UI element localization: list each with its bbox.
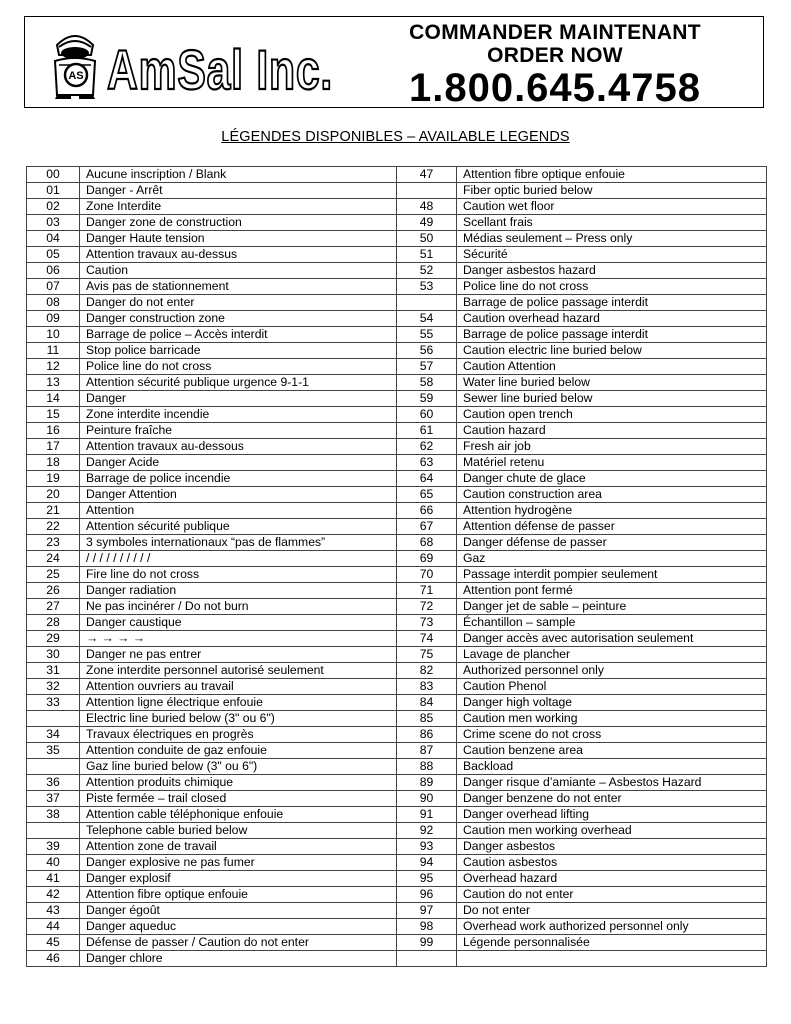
legend-code: 63: [397, 455, 457, 471]
legend-label: Zone interdite incendie: [80, 407, 397, 423]
legend-label: Danger explosive ne pas fumer: [80, 855, 397, 871]
legend-label: Caution Phenol: [457, 679, 767, 695]
legend-code: [397, 951, 457, 967]
legend-label: Crime scene do not cross: [457, 727, 767, 743]
legend-label: Attention fibre optique enfouie: [80, 887, 397, 903]
legend-label: Overhead hazard: [457, 871, 767, 887]
legend-code: 58: [397, 375, 457, 391]
legend-code: 45: [27, 935, 80, 951]
legend-code: 30: [27, 647, 80, 663]
legend-label: Danger risque d’amiante – Asbestos Hazard: [457, 775, 767, 791]
table-row: [27, 631, 767, 647]
phone-number[interactable]: 1.800.645.4758: [408, 66, 702, 110]
legend-code: 11: [27, 343, 80, 359]
legend-code: 72: [397, 599, 457, 615]
legend-code: 08: [27, 295, 80, 311]
legend-label: Caution asbestos: [457, 855, 767, 871]
legend-label: Danger: [80, 391, 397, 407]
legend-label: Médias seulement – Press only: [457, 231, 767, 247]
logo-monogram: AS: [68, 70, 84, 82]
legend-label: Police line do not cross: [80, 359, 397, 375]
table-row: [27, 455, 767, 471]
legend-label: Échantillon – sample: [457, 615, 767, 631]
legend-code: 64: [397, 471, 457, 487]
legend-label: Danger Haute tension: [80, 231, 397, 247]
table-row: [27, 263, 767, 279]
legend-code: 16: [27, 423, 80, 439]
table-row: [27, 823, 767, 839]
legend-code: 98: [397, 919, 457, 935]
legend-label: Attention: [80, 503, 397, 519]
table-row: [27, 727, 767, 743]
legend-code: 87: [397, 743, 457, 759]
table-row: [27, 935, 767, 951]
legend-code: 02: [27, 199, 80, 215]
legend-code: 33: [27, 695, 80, 711]
legend-label: Danger défense de passer: [457, 535, 767, 551]
legend-label: Attention ouvriers au travail: [80, 679, 397, 695]
legend-label: Attention ligne électrique enfouie: [80, 695, 397, 711]
legend-label: Gaz line buried below (3" ou 6"): [80, 759, 397, 775]
legend-code: 82: [397, 663, 457, 679]
legend-code: 21: [27, 503, 80, 519]
legend-code: 67: [397, 519, 457, 535]
legend-label: [457, 951, 767, 967]
table-row: [27, 535, 767, 551]
legend-label: Barrage de police incendie: [80, 471, 397, 487]
table-row: [27, 871, 767, 887]
legend-code: [27, 711, 80, 727]
legend-label: Caution overhead hazard: [457, 311, 767, 327]
legend-code: 74: [397, 631, 457, 647]
legend-label: / / / / / / / / / /: [80, 551, 397, 567]
legend-code: 13: [27, 375, 80, 391]
legend-code: 85: [397, 711, 457, 727]
legend-code: 19: [27, 471, 80, 487]
legend-code: 34: [27, 727, 80, 743]
legend-code: 47: [397, 167, 457, 183]
table-row: [27, 775, 767, 791]
legend-label: Danger caustique: [80, 615, 397, 631]
legend-code: [397, 295, 457, 311]
legend-label: Attention hydrogène: [457, 503, 767, 519]
table-row: [27, 375, 767, 391]
legend-label: Attention produits chimique: [80, 775, 397, 791]
legend-label: Légende personnalisée: [457, 935, 767, 951]
legend-code: 15: [27, 407, 80, 423]
legend-code: 88: [397, 759, 457, 775]
table-row: [27, 167, 767, 183]
table-row: [27, 519, 767, 535]
table-row: [27, 551, 767, 567]
table-row: [27, 215, 767, 231]
legend-code: 49: [397, 215, 457, 231]
company-name: AmSal Inc.: [107, 38, 333, 101]
legend-label: Fiber optic buried below: [457, 183, 767, 199]
order-now-fr: COMMANDER MAINTENANT: [409, 21, 701, 44]
legend-code: 55: [397, 327, 457, 343]
legend-code: 38: [27, 807, 80, 823]
legend-code: 25: [27, 567, 80, 583]
order-now-en: ORDER NOW: [487, 44, 623, 67]
legend-label: Zone Interdite: [80, 199, 397, 215]
legend-code: 10: [27, 327, 80, 343]
table-row: [27, 695, 767, 711]
legend-code: 83: [397, 679, 457, 695]
legend-code: 59: [397, 391, 457, 407]
legend-label: Danger explosif: [80, 871, 397, 887]
legend-label: Caution hazard: [457, 423, 767, 439]
legend-code: 60: [397, 407, 457, 423]
legend-code: [397, 183, 457, 199]
table-row: [27, 359, 767, 375]
legend-code: 97: [397, 903, 457, 919]
legend-code: 92: [397, 823, 457, 839]
table-row: [27, 903, 767, 919]
legend-label: Danger high voltage: [457, 695, 767, 711]
legend-code: 68: [397, 535, 457, 551]
legend-label: Danger aqueduc: [80, 919, 397, 935]
legend-label: Avis pas de stationnement: [80, 279, 397, 295]
legend-code: 66: [397, 503, 457, 519]
legend-label: Danger Attention: [80, 487, 397, 503]
legend-code: 99: [397, 935, 457, 951]
legend-code: 12: [27, 359, 80, 375]
legend-code: 43: [27, 903, 80, 919]
legend-label: Caution electric line buried below: [457, 343, 767, 359]
table-row: [27, 487, 767, 503]
legend-code: 84: [397, 695, 457, 711]
table-row: [27, 311, 767, 327]
legend-label: Attention travaux au-dessous: [80, 439, 397, 455]
legend-label: Attention sécurité publique: [80, 519, 397, 535]
legend-code: 71: [397, 583, 457, 599]
legend-label: Danger chute de glace: [457, 471, 767, 487]
legend-code: 05: [27, 247, 80, 263]
legend-label: Do not enter: [457, 903, 767, 919]
legend-label: Travaux électriques en progrès: [80, 727, 397, 743]
table-row: [27, 503, 767, 519]
legend-code: 20: [27, 487, 80, 503]
legend-code: 90: [397, 791, 457, 807]
table-row: [27, 919, 767, 935]
legend-code: 94: [397, 855, 457, 871]
table-row: [27, 247, 767, 263]
legend-label: Attention conduite de gaz enfouie: [80, 743, 397, 759]
legend-code: 54: [397, 311, 457, 327]
legend-code: 65: [397, 487, 457, 503]
legend-label: Barrage de police – Accès interdit: [80, 327, 397, 343]
table-row: [27, 887, 767, 903]
legend-label: Overhead work authorized personnel only: [457, 919, 767, 935]
legend-code: 09: [27, 311, 80, 327]
legend-code: 27: [27, 599, 80, 615]
legend-label: Danger Acide: [80, 455, 397, 471]
legend-code: 28: [27, 615, 80, 631]
legend-label: Danger construction zone: [80, 311, 397, 327]
legend-code: 00: [27, 167, 80, 183]
legend-code: 26: [27, 583, 80, 599]
table-row: [27, 407, 767, 423]
legend-code: 01: [27, 183, 80, 199]
table-row: [27, 583, 767, 599]
table-row: [27, 183, 767, 199]
legend-label: Caution men working: [457, 711, 767, 727]
table-row: [27, 855, 767, 871]
legend-code: 35: [27, 743, 80, 759]
legend-label: Sewer line buried below: [457, 391, 767, 407]
legend-code: 96: [397, 887, 457, 903]
legend-code: 86: [397, 727, 457, 743]
legend-label: Zone interdite personnel autorisé seulement: [80, 663, 397, 679]
legend-label: Gaz: [457, 551, 767, 567]
table-row: [27, 759, 767, 775]
legend-code: 70: [397, 567, 457, 583]
legend-code: 73: [397, 615, 457, 631]
table-row: [27, 567, 767, 583]
legend-code: 56: [397, 343, 457, 359]
legend-code: 24: [27, 551, 80, 567]
table-row: [27, 839, 767, 855]
table-row: [27, 295, 767, 311]
legend-code: 37: [27, 791, 80, 807]
legend-code: 17: [27, 439, 80, 455]
legend-code: 51: [397, 247, 457, 263]
table-row: [27, 423, 767, 439]
legend-label: Danger jet de sable – peinture: [457, 599, 767, 615]
legend-code: 31: [27, 663, 80, 679]
table-row: [27, 807, 767, 823]
legend-label: Caution open trench: [457, 407, 767, 423]
legend-code: 04: [27, 231, 80, 247]
legend-label: Attention zone de travail: [80, 839, 397, 855]
table-row: [27, 951, 767, 967]
legend-code: 53: [397, 279, 457, 295]
legend-label: Caution construction area: [457, 487, 767, 503]
legend-code: 06: [27, 263, 80, 279]
legend-label: Barrage de police passage interdit: [457, 295, 767, 311]
legend-label: Authorized personnel only: [457, 663, 767, 679]
legend-label: → → → →: [80, 631, 397, 647]
legend-label: Danger asbestos hazard: [457, 263, 767, 279]
legend-code: 18: [27, 455, 80, 471]
legend-label: Attention défense de passer: [457, 519, 767, 535]
legend-label: Water line buried below: [457, 375, 767, 391]
legends-table-body: [27, 167, 767, 967]
legend-label: Caution: [80, 263, 397, 279]
legend-code: 62: [397, 439, 457, 455]
legend-code: [27, 759, 80, 775]
legend-label: Fresh air job: [457, 439, 767, 455]
legend-label: Lavage de plancher: [457, 647, 767, 663]
page-title: LÉGENDES DISPONIBLES – AVAILABLE LEGENDS: [221, 129, 570, 145]
legend-code: 61: [397, 423, 457, 439]
legend-label: Police line do not cross: [457, 279, 767, 295]
table-row: [27, 279, 767, 295]
legend-code: 03: [27, 215, 80, 231]
legend-label: Passage interdit pompier seulement: [457, 567, 767, 583]
table-row: [27, 615, 767, 631]
legend-code: 42: [27, 887, 80, 903]
legend-code: 39: [27, 839, 80, 855]
legend-label: Peinture fraîche: [80, 423, 397, 439]
legend-label: Scellant frais: [457, 215, 767, 231]
legend-code: 36: [27, 775, 80, 791]
legend-label: Matériel retenu: [457, 455, 767, 471]
legend-code: 23: [27, 535, 80, 551]
table-row: [27, 439, 767, 455]
legend-code: 22: [27, 519, 80, 535]
legend-code: 91: [397, 807, 457, 823]
legend-label: Piste fermée – trail closed: [80, 791, 397, 807]
legend-code: 29: [27, 631, 80, 647]
legend-code: 07: [27, 279, 80, 295]
table-row: [27, 599, 767, 615]
legend-code: 32: [27, 679, 80, 695]
legend-label: Danger zone de construction: [80, 215, 397, 231]
legend-label: Attention fibre optique enfouie: [457, 167, 767, 183]
table-row: [27, 231, 767, 247]
legend-label: Attention sécurité publique urgence 9-1-1: [80, 375, 397, 391]
legend-code: 89: [397, 775, 457, 791]
table-row: [27, 647, 767, 663]
legend-code: 57: [397, 359, 457, 375]
legend-label: 3 symboles internationaux “pas de flammes”: [80, 535, 397, 551]
legend-label: Attention travaux au-dessus: [80, 247, 397, 263]
legend-label: Danger benzene do not enter: [457, 791, 767, 807]
legend-label: Attention cable téléphonique enfouie: [80, 807, 397, 823]
legend-label: Attention pont fermé: [457, 583, 767, 599]
legend-label: Caution do not enter: [457, 887, 767, 903]
legend-label: Fire line do not cross: [80, 567, 397, 583]
legend-label: Caution Attention: [457, 359, 767, 375]
legend-code: 95: [397, 871, 457, 887]
legend-label: Telephone cable buried below: [80, 823, 397, 839]
legend-label: Caution wet floor: [457, 199, 767, 215]
table-row: [27, 679, 767, 695]
table-row: [27, 663, 767, 679]
legend-code: 75: [397, 647, 457, 663]
table-row: [27, 343, 767, 359]
amsal-logo: [45, 25, 345, 101]
table-row: [27, 711, 767, 727]
legend-label: Aucune inscription / Blank: [80, 167, 397, 183]
legend-label: Danger radiation: [80, 583, 397, 599]
legend-code: 44: [27, 919, 80, 935]
legend-label: Barrage de police passage interdit: [457, 327, 767, 343]
table-row: [27, 199, 767, 215]
table-row: [27, 791, 767, 807]
legend-code: 93: [397, 839, 457, 855]
table-row: [27, 471, 767, 487]
legend-label: Ne pas incinérer / Do not burn: [80, 599, 397, 615]
legend-label: Danger chlore: [80, 951, 397, 967]
legend-label: Danger do not enter: [80, 295, 397, 311]
legend-label: Danger - Arrêt: [80, 183, 397, 199]
legend-code: [27, 823, 80, 839]
legend-code: 14: [27, 391, 80, 407]
legends-table: [26, 166, 767, 967]
order-block: [375, 21, 735, 109]
legend-label: Danger overhead lifting: [457, 807, 767, 823]
legend-label: Caution men working overhead: [457, 823, 767, 839]
legend-code: 50: [397, 231, 457, 247]
legend-label: Défense de passer / Caution do not enter: [80, 935, 397, 951]
legend-label: Danger asbestos: [457, 839, 767, 855]
legend-code: 69: [397, 551, 457, 567]
legend-label: Stop police barricade: [80, 343, 397, 359]
legend-label: Electric line buried below (3" ou 6"): [80, 711, 397, 727]
legend-label: Danger ne pas entrer: [80, 647, 397, 663]
legend-label: Backload: [457, 759, 767, 775]
legend-label: Danger accès avec autorisation seulement: [457, 631, 767, 647]
legend-label: Caution benzene area: [457, 743, 767, 759]
legend-code: 52: [397, 263, 457, 279]
legend-code: 46: [27, 951, 80, 967]
legend-code: 40: [27, 855, 80, 871]
table-row: [27, 743, 767, 759]
legend-label: Danger égoût: [80, 903, 397, 919]
table-row: [27, 327, 767, 343]
table-row: [27, 391, 767, 407]
legend-code: 48: [397, 199, 457, 215]
legend-label: Sécurité: [457, 247, 767, 263]
legend-code: 41: [27, 871, 80, 887]
order-header: [24, 16, 764, 108]
